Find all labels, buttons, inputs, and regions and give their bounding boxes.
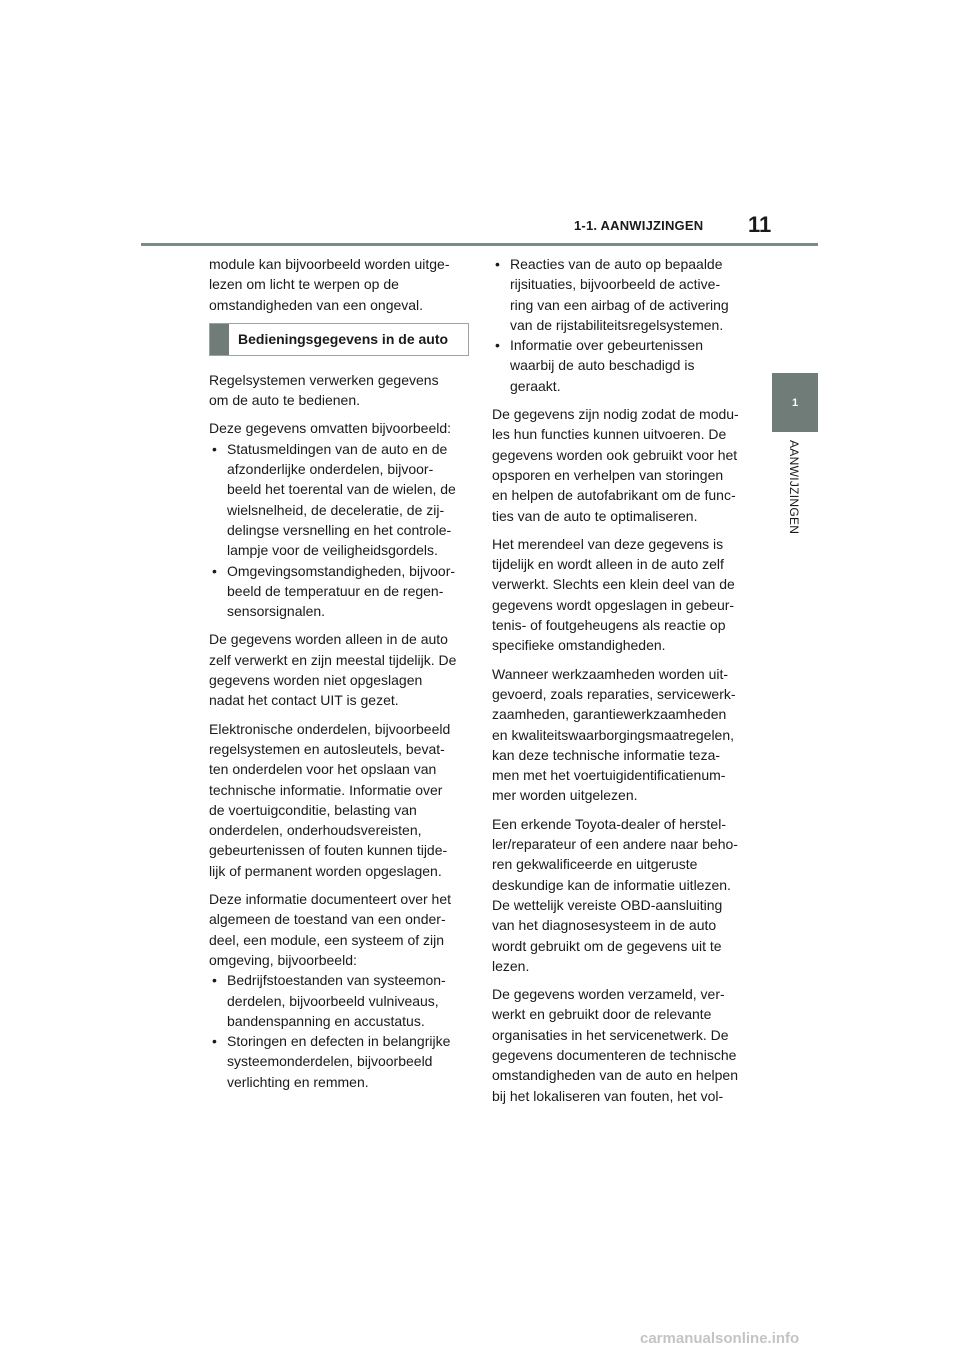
- subsection-heading: Bedieningsgegevens in de auto: [238, 331, 449, 348]
- section-title: 1-1. AANWIJZINGEN: [574, 218, 704, 233]
- paragraph: De gegevens worden verzameld, ver- werkt en gebruikt door de relevante organisaties in het servicenetwerk. De gegevens documenteren de technische omstandigheden van de auto en helpen bij het lokaliseren van fouten, het vol-: [492, 986, 738, 1104]
- paragraph: De gegevens zijn nodig zodat de modu- les hun functies kunnen uitvoeren. De gegevens worden ook gebruikt voor het opsporen en verhelpen van storingen en helpen de autofabrikant om de func- ties van de auto te optimaliseren.: [492, 406, 739, 524]
- list-item: • Bedrijfstoestanden van systeemon- derdelen, bijvoorbeeld vulniveaus, bandenspanning en accustatus.: [209, 970, 467, 1031]
- paragraph-intro: module kan bijvoorbeeld worden uitge- lezen om licht te werpen op de omstandigheden van een ongeval.: [209, 256, 450, 313]
- watermark: carmanualsonline.info: [640, 1330, 800, 1347]
- bullet-list: [209, 439, 467, 622]
- chapter-tab-number: 1: [791, 396, 799, 409]
- list-item: • Informatie over gebeurtenissen waarbij de auto beschadigd is geraakt.: [492, 335, 750, 396]
- paragraph: Een erkende Toyota-dealer of herstel- ler/reparateur of een andere naar beho- ren gekwalificeerde en uitgeruste deskundige kan de informatie uitlezen. De wettelijk vereiste OBD-aansluiting van het diagnosesysteem in de auto wordt gebruikt om de gegevens uit te lezen.: [492, 815, 738, 974]
- paragraph: Deze informatie documenteert over het algemeen de toestand van een onder- deel, een module, een systeem of zijn omgeving, bijvoorbeeld:: [209, 891, 452, 968]
- heading-marker: [210, 324, 229, 355]
- list-item: • Statusmeldingen van de auto en de afzonderlijke onderdelen, bijvoor- beeld het toerental van de wielen, de wielsnelheid, de deceleratie, de zij- delingse versnelling en het controle- lampje voor de veiligheidsgordels.: [209, 439, 467, 561]
- chapter-tab-label: AANWIJZINGEN: [787, 440, 801, 535]
- paragraph: Regelsystemen verwerken gegevens om de auto te bedienen.: [209, 371, 439, 409]
- left-column: [209, 254, 467, 1100]
- header-divider: [141, 243, 818, 246]
- list-item: • Omgevingsomstandigheden, bijvoor- beeld de temperatuur en de regen- sensorsignalen.: [209, 561, 467, 622]
- page-number: 11: [748, 212, 772, 237]
- chapter-tab[interactable]: [772, 373, 818, 432]
- paragraph: Elektronische onderdelen, bijvoorbeeld regelsystemen en autosleutels, bevat- ten onderdelen voor het opslaan van technische informatie. Informatie over de voertuigconditie, belasting van onderdelen, onderhoudsvereisten, gebeurtenissen of fouten kunnen tijde- lijk of permanent worden opgeslagen.: [209, 720, 451, 879]
- list-item: • Storingen en defecten in belangrijke systeemonderdelen, bijvoorbeeld verlichting en remmen.: [209, 1031, 467, 1092]
- bullet-list: [492, 254, 750, 396]
- subsection-heading-box: [209, 323, 469, 356]
- paragraph: De gegevens worden alleen in de auto zelf verwerkt en zijn meestal tijdelijk. De gegevens worden niet opgeslagen nadat het contact UIT is gezet.: [209, 631, 457, 709]
- paragraph: Deze gegevens omvatten bijvoorbeeld:: [209, 420, 452, 437]
- right-column: [492, 254, 750, 1114]
- list-item: • Reacties van de auto op bepaalde rijsituaties, bijvoorbeeld de active- ring van een airbag of de activering van de rijstabiliteitsregelsystemen.: [492, 254, 750, 335]
- paragraph: Het merendeel van deze gegevens is tijdelijk en wordt alleen in de auto zelf verwerkt. Slechts een klein deel van de gegevens wordt opgeslagen in gebeur- tenis- of foutgeheugens als reactie op specifieke omstandigheden.: [492, 535, 735, 654]
- bullet-list: [209, 970, 467, 1092]
- paragraph: Wanneer werkzaamheden worden uit- gevoerd, zoals reparaties, servicewerk- zaamheden, garantiewerkzaamheden en kwaliteitswaarborgingsmaatregelen, kan deze technische informatie teza- men met het voertuigidentificatienum- mer worden uitgelezen.: [492, 665, 736, 804]
